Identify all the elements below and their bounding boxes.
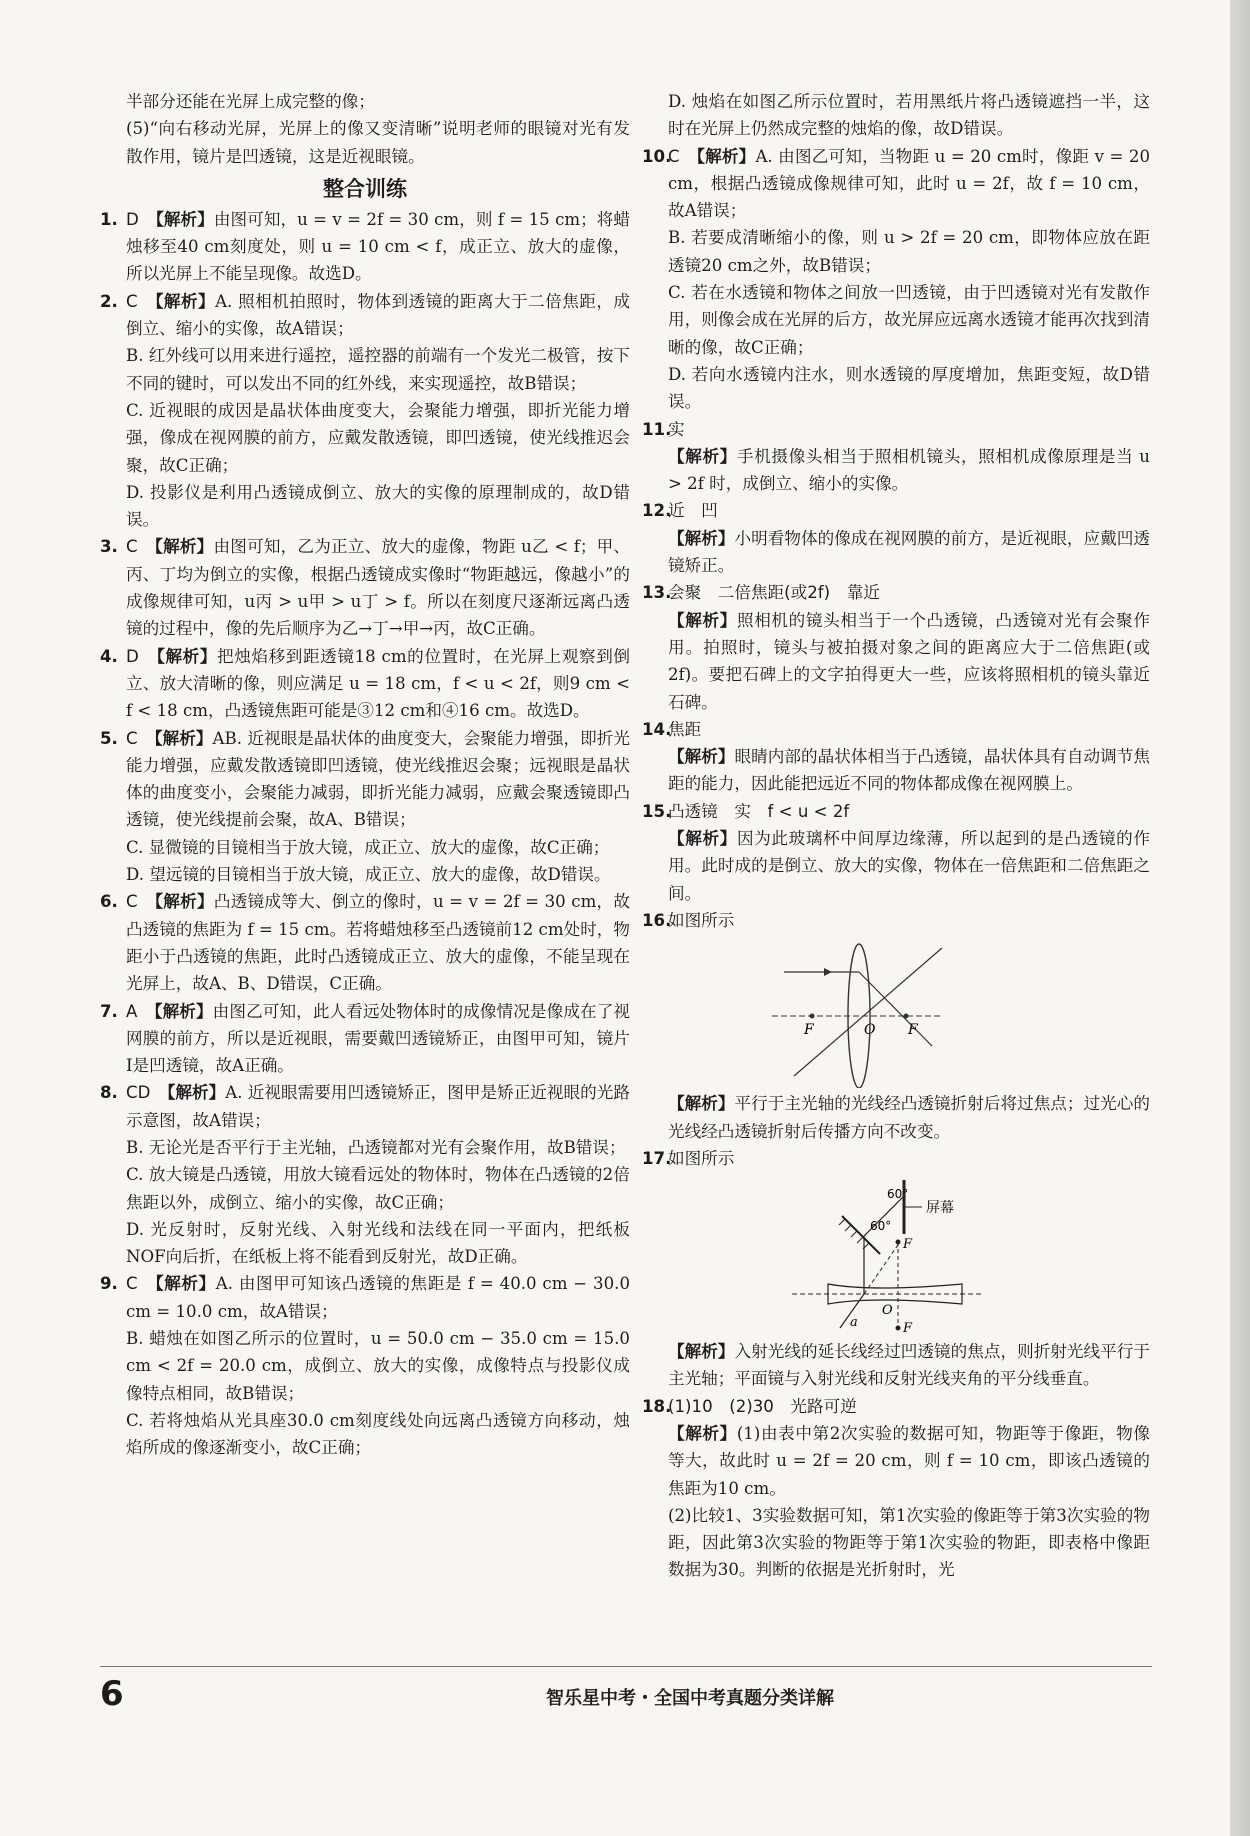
analysis-text: (1)由表中第2次实验的数据可知，物距等于像距，物像等大，故此时 u = 2f = 20 cm，则 f = 10 cm，即该凸透镜的焦距为10 cm。 [668,1423,1151,1498]
question-number: 3. [100,537,118,557]
answer-key: CD [126,1083,151,1103]
focus-point-top [896,1240,901,1245]
analysis-paragraph [642,607,1150,716]
left-column [100,88,630,1462]
page-binding-edge [1230,0,1250,1836]
analysis-tag: 【解析】 [154,728,213,748]
question-number: 7. [100,1001,118,1021]
section-title: 整合训练 [323,176,407,201]
answer-key: C [126,291,138,311]
answer-key: C [668,146,680,166]
label-f-bottom: F [903,1321,913,1337]
option-line: D. 光反射时，反射光线、入射光线和法线在同一平面内，把纸板NOF向后折，在纸板上将不能看到反射光，故D正确。 [126,1219,630,1267]
analysis-tag: 【解析】 [668,1342,735,1362]
question-item [642,416,1150,498]
intro-line-1: 半部分还能在光屏上成完整的像； [126,92,375,111]
analysis-text: A. 近视眼需要用凹透镜矫正，图甲是矫正近视眼的光路示意图，故A错误； [126,1083,631,1130]
answer-key: 焦距 [668,719,702,739]
page-number: 6 [100,1674,124,1714]
answer-key: C [126,537,138,557]
analysis-tag: 【解析】 [668,747,735,767]
answer-key: 凸透镜 实 f < u < 2f [668,801,850,821]
analysis-text: 入射光线的延长线经过凹透镜的焦点，则折射光线平行于主光轴；平面镜与入射光线和反射光线夹角的平分线垂直。 [668,1342,1151,1389]
mirror-lens-diagram [642,1176,1150,1336]
question-item [100,288,630,534]
analysis-tag: 【解析】 [668,610,737,630]
question-item [100,643,630,725]
answer-key: C [126,892,138,912]
question-item [100,533,630,642]
question-item [100,1270,630,1461]
question-head [100,998,630,1080]
question-number: 17. [642,1148,672,1168]
question-body [126,888,630,997]
question-number: 6. [100,892,118,912]
question-number: 10. [642,146,672,166]
question-head [642,798,1150,825]
answer-key: D [126,646,139,666]
analysis-paragraph [642,443,1150,498]
analysis-tag: 【解析】 [668,1094,735,1114]
analysis-text: 由图可知，u = v = 2f = 30 cm，则 f = 15 cm；将蜡烛移至40 cm刻度处，则 u = 10 cm < f，成正立、放大的虚像，所以光屏上不能呈现像。故选D。 [126,209,631,284]
question-number: 14. [642,719,672,739]
focus-point-right [904,1014,909,1019]
analysis-paragraph [642,1338,1150,1393]
question-head [642,907,1150,934]
question-item [100,1079,630,1270]
analysis-text: 照相机的镜头相当于一个凸透镜，凸透镜对光有会聚作用。拍照时，镜头与被拍摄对象之间的距离应大于二倍焦距(或2f)。要把石碑上的文字拍得更大一些，应该将照相机的镜头靠近石碑。 [668,610,1151,712]
question-item [642,798,1150,907]
answer-key: A [126,1001,138,1021]
label-a: a [850,1315,858,1331]
option-line: C. 近视眼的成因是晶状体曲度变大，会聚能力增强，即折光能力增强，像成在视网膜的前方，应戴发散透镜，即凹透镜，使光线推迟会聚，故C正确； [126,400,630,475]
question-item [642,1145,1150,1393]
footer-divider [100,1666,1152,1667]
question-item [642,716,1150,798]
analysis-tag: 【解析】 [167,1083,226,1103]
question-number: 5. [100,728,118,748]
arrow-icon [824,968,832,976]
question-head [642,497,1150,524]
right-intro: D. 烛焰在如图乙所示位置时，若用黑纸片将凸透镜遮挡一半，这时在光屏上仍然成完整的烛焰的像，故D错误。 [668,92,1150,139]
question-head [100,643,630,725]
analysis-text: 眼睛内部的晶状体相当于凸透镜，晶状体具有自动调节焦距的能力，因此能把远近不同的物体都成像在视网膜上。 [668,747,1151,794]
question-body [668,579,1150,606]
answer-key: C [126,1274,138,1294]
answer-key: 近 凹 [668,501,718,521]
analysis-text: 由图可知，乙为正立、放大的虚像，物距 u乙 < f；甲、丙、丁均为倒立的实像，根据凸透镜成实像时“物距越远，像越小”的成像规律可知，u丙 > u甲 > u丁 > f。所以在刻度尺逐渐远离凸透镜的过程中，像的先后顺序为乙→丁→甲→丙，故C正确。 [126,537,631,639]
question-body [668,143,1150,225]
question-number: 11. [642,419,672,439]
analysis-text: AB. 近视眼是晶状体的曲度变大，会聚能力增强，即折光能力增强，应戴发散透镜即凹透镜，使光线推迟会聚；远视眼是晶状体的曲度变小，会聚能力减弱，即折光能力减弱，应戴会聚透镜即凸透镜，使光线提前会聚，故A、B错误； [126,728,630,830]
question-number: 18. [642,1396,672,1416]
question-head [100,533,630,642]
analysis-text: 手机摄像头相当于照相机镜头，照相机成像原理是当 u > 2f 时，成倒立、缩小的实像。 [668,446,1150,494]
question-body [126,998,630,1080]
analysis-tag: 【解析】 [668,1423,737,1443]
question-head [100,206,630,288]
question-head [642,716,1150,743]
option-line: D. 投影仪是利用凸透镜成倒立、放大的实像的原理制成的，故D错误。 [126,482,630,530]
question-body [126,725,630,834]
question-head [642,1145,1150,1172]
question-body [668,416,1150,443]
left-question-list [100,206,630,1462]
question-body [668,497,1150,524]
question-number: 8. [100,1083,118,1103]
question-head [100,1079,630,1134]
label-screen: 屏幕 [926,1200,954,1217]
analysis-tag: 【解析】 [154,537,214,557]
question-head [100,1270,630,1325]
option-line: D. 若向水透镜内注水，则水透镜的厚度增加，焦距变短，故D错误。 [668,364,1150,412]
answer-key: (1)10 (2)30 光路可逆 [668,1396,857,1416]
question-head [100,288,630,343]
question-number: 9. [100,1274,118,1294]
question-body [668,716,1150,743]
option-line: C. 若在水透镜和物体之间放一凹透镜，由于凹透镜对光有发散作用，则像会成在光屏的后方，故光屏应远离水透镜才能再次找到清晰的像，故C正确； [668,283,1150,357]
question-number: 13. [642,583,672,603]
question-head [642,1393,1150,1420]
question-item [642,497,1150,579]
question-item [100,888,630,997]
label-angle-2: 60° [887,1187,909,1202]
question-number: 4. [100,646,118,666]
label-o-2: O [882,1303,893,1319]
question-head [100,888,630,997]
answer-key: 实 [668,419,685,439]
analysis-paragraph [642,743,1150,798]
question-item [642,907,1150,1145]
label-o: O [864,1022,876,1039]
lens-diagram [642,938,1150,1088]
question-item [100,206,630,288]
question-number: 1. [100,209,118,229]
question-head [642,579,1150,606]
intro-line-2: (5)“向右移动光屏，光屏上的像又变清晰”说明老师的眼镜对光有发散作用，镜片是凹透镜，这是近视眼镜。 [126,119,630,166]
option-line: C. 若将烛焰从光具座30.0 cm刻度线处向远离凸透镜方向移动，烛焰所成的像逐渐变小，故C正确； [126,1410,630,1458]
analysis-tag: 【解析】 [155,1274,216,1294]
answer-key: D [126,209,139,229]
answer-key: C [126,728,138,748]
analysis-text: A. 照相机拍照时，物体到透镜的距离大于二倍焦距，成倒立、缩小的实像，故A错误； [126,291,630,339]
answer-key: 如图所示 [668,910,735,930]
analysis-text: A. 由图乙可知，当物距 u = 20 cm时，像距 v = 20 cm，根据凸透镜成像规律可知，此时 u = 2f，故 f = 10 cm，故A错误； [668,146,1150,221]
question-number: 2. [100,291,118,311]
option-line: D. 望远镜的目镜相当于放大镜，成正立、放大的虚像，故D错误。 [126,865,611,885]
analysis-text: A. 由图甲可知该凸透镜的焦距是 f = 40.0 cm − 30.0 cm = 10.0 cm，故A错误； [126,1274,631,1321]
analysis-tag: 【解析】 [696,146,756,166]
question-body [126,533,630,642]
question-item [100,725,630,889]
analysis-tag: 【解析】 [154,1001,213,1021]
question-body [126,288,630,343]
question-body [668,1145,1150,1172]
footer-title: 智乐星中考・全国中考真题分类详解 [546,1688,834,1709]
analysis-text: 因为此玻璃杯中间厚边缘薄，所以起到的是凸透镜的作用。此时成的是倒立、放大的实像，物体在一倍焦距和二倍焦距之间。 [668,829,1151,903]
analysis-tag: 【解析】 [668,829,737,849]
question-item [642,1393,1150,1584]
question-head [642,416,1150,443]
question-body [126,1270,630,1325]
analysis-tag: 【解析】 [668,528,735,548]
question-item [642,579,1150,715]
question-number: 16. [642,910,672,930]
label-f-left: F [804,1022,814,1039]
analysis-paragraph [642,525,1150,580]
analysis-text: 由图乙可知，此人看远处物体时的成像情况是像成在了视网膜的前方，所以是近视眼，需要戴凹透镜矫正，由图甲可知，镜片Ⅰ是凹透镜，故A正确。 [126,1001,631,1076]
question-head [642,143,1150,225]
question-item [642,143,1150,416]
analysis-tag: 【解析】 [154,892,214,912]
question-number: 15. [642,801,672,821]
question-body [668,907,1150,934]
answer-key: 如图所示 [668,1148,735,1168]
option-line: C. 显微镜的目镜相当于放大镜，成正立、放大的虚像，故C正确； [126,837,610,857]
option-line: B. 蜡烛在如图乙所示的位置时，u = 50.0 cm − 35.0 cm = 15.0 cm < 2f = 20.0 cm，成倒立、放大的实像，成像特点与投影仪成像特点相同，故B错误； [126,1329,630,1403]
analysis-text: 平行于主光轴的光线经凸透镜折射后将过焦点；过光心的光线经凸透镜折射后传播方向不改变。 [668,1094,1151,1141]
question-number: 12. [642,501,672,521]
label-angle-1: 60° [870,1219,892,1234]
analysis-text: 小明看物体的像成在视网膜的前方，是近视眼，应戴凹透镜矫正。 [668,528,1151,576]
analysis-tag: 【解析】 [156,646,218,666]
option-line: (2)比较1、3实验数据可知，第1次实验的像距等于第3次实验的物距，因此第3次实验的物距等于第1次实验的物距，即表格中像距数据为30。判断的依据是光折射时，光 [668,1505,1150,1580]
lens-diagram-svg [642,938,1150,1088]
question-head [100,725,630,834]
analysis-text: 凸透镜成等大、倒立的像时，u = v = 2f = 30 cm，故凸透镜的焦距为 f = 15 cm。若将蜡烛移至凸透镜前12 cm处时，物距小于凸透镜的焦距，此时凸透镜成正立、放大的虚像，不能呈现在光屏上，故A、B、D错误，C正确。 [126,892,631,994]
analysis-tag: 【解析】 [668,446,737,466]
analysis-tag: 【解析】 [155,209,214,229]
right-question-list [642,143,1150,1584]
option-line: B. 无论光是否平行于主光轴，凸透镜都对光有会聚作用，故B错误； [126,1137,626,1157]
question-body [126,206,630,288]
label-f-right: F [908,1022,918,1039]
mirror-lens-diagram-svg [642,1176,1150,1336]
question-item [100,998,630,1080]
answer-key: 会聚 二倍焦距(或2f) 靠近 [668,583,880,603]
focus-point-bottom [896,1326,901,1331]
question-body [668,1393,1150,1420]
analysis-paragraph [642,1420,1150,1502]
analysis-paragraph [642,1090,1150,1145]
extension-line [864,1242,900,1294]
analysis-paragraph [642,825,1150,907]
label-f-top: F [903,1237,913,1253]
analysis-text: 把烛焰移到距透镜18 cm的位置时，在光屏上观察到倒立、放大清晰的像，则应满足 u = 18 cm，f < u < 2f，则9 cm < f < 18 cm，凸透镜焦距可能是③12 cm和④16 cm。故选D。 [126,646,631,721]
focus-point-left [810,1014,815,1019]
question-body [126,643,630,725]
question-body [668,798,1150,825]
option-line: B. 若要成清晰缩小的像，则 u > 2f = 20 cm，即物体应放在距透镜20 cm之外，故B错误； [668,228,1150,275]
question-body [126,1079,630,1134]
option-line: C. 放大镜是凸透镜，用放大镜看远处的物体时，物体在凸透镜的2倍焦距以外，成倒立、缩小的实像，故C正确； [126,1165,630,1212]
analysis-tag: 【解析】 [155,291,216,311]
option-line: B. 红外线可以用来进行遥控，遥控器的前端有一个发光二极管，按下不同的键时，可以发出不同的红外线，来实现遥控，故B错误； [126,346,630,393]
right-column [642,88,1150,1584]
